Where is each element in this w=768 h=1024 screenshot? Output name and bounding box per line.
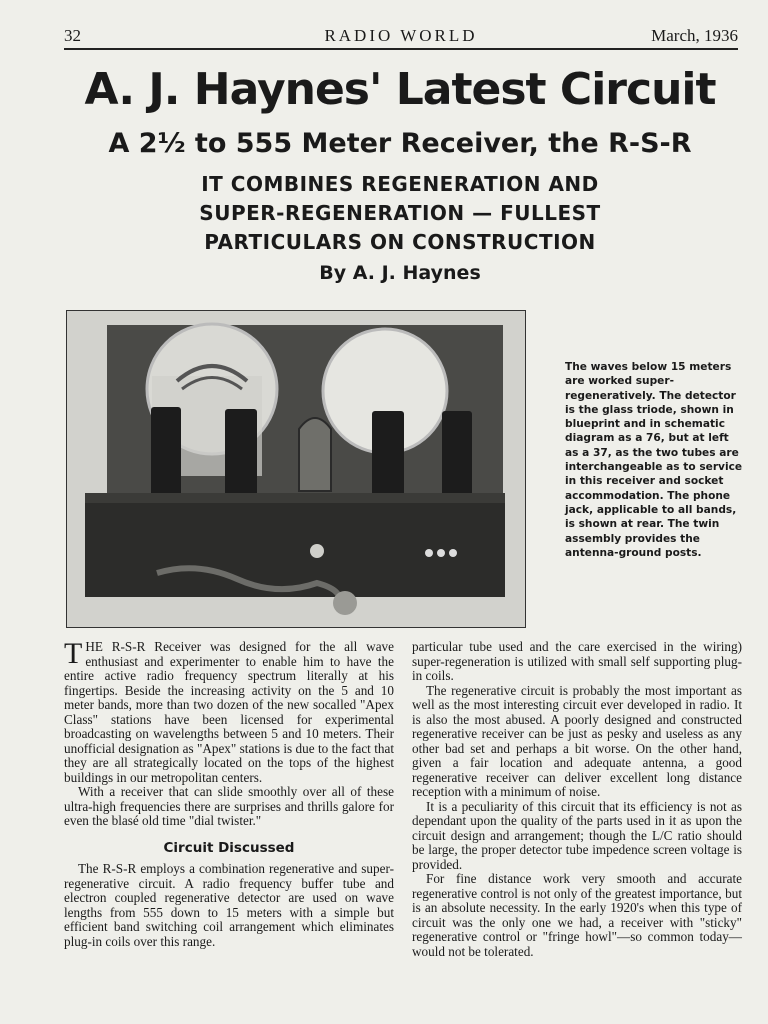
article-subtitle: A 2½ to 555 Meter Receiver, the R-S-R <box>108 128 692 159</box>
phone-jack <box>310 544 324 558</box>
article-title: A. J. Haynes' Latest Circuit <box>84 64 716 115</box>
tube-3 <box>372 411 404 499</box>
paragraph: It is a peculiarity of this circuit that its efficiency is not as dependant upon the quality of the parts used in it as upon the circuit design and arrangement; though the L/C ratio should be large, the proper detector tube impedence screen voltage is provided. <box>412 798 742 872</box>
paragraph: With a receiver that can slide smoothly over all of these ultra-high frequencies there are surprises and thrills galore for even the blasé old time "dial twister." <box>64 784 394 828</box>
tube-1 <box>151 407 181 497</box>
paragraph <box>64 637 394 785</box>
tube-2 <box>225 409 257 499</box>
section-heading: Circuit Discussed <box>163 839 295 856</box>
paragraph: The R-S-R employs a combination regenerative and super-regenerative circuit. A radio frequency buffer tube and electron coupled regenerative detector are used on wave lengths from 555 down to 15 meters with a simple but efficient band switching coil arrangement which eliminates plug-in coils over this range. <box>64 861 394 949</box>
magazine-name: RADIO WORLD <box>324 26 478 45</box>
article-deck <box>140 170 660 257</box>
byline: By A. J. Haynes <box>319 262 481 284</box>
chassis <box>85 493 505 597</box>
receiver-illustration <box>67 311 525 627</box>
glass-triode <box>299 418 331 491</box>
paragraph: The regenerative circuit is probably the most important as well as the most interesting circuit ever developed in radio. It is also the most abused. A poorly designed and constructed regenerative receiver can be just as pesky and useless as any other bad set and perhaps a bit worse. On the other hand, given a fair location and adequate antenna, a good regenerative receiver can deliver excellent long distance reception with a minimum of noise. <box>412 682 742 799</box>
column-left <box>64 637 394 949</box>
paragraph-text: HE R-S-R Receiver was designed for the all wave enthusiast and experimenter to enable him to have the entire active radio frequency spectrum literally at his fingertips. Beside the increasing activity on the 5 and 10 meter bands, more than two dozen of the new socalled "Apex Class" stations have been licensed for experimental broadcasting on wavelengths between 5 and 10 meters. Their unofficial designation as "Apex" stations is due to the fact that they are all strategically located on the tops of the highest buildings in our metropolitan centers. <box>64 639 394 785</box>
deck-line: SUPER-REGENERATION — FULLEST <box>199 201 601 225</box>
issue-date: March, 1936 <box>651 26 738 45</box>
paragraph: particular tube used and the care exercised in the wiring) super-regeneration is utilized with small self supporting plug-in coils. <box>412 639 742 683</box>
photo-caption: The waves below 15 meters are worked super-regeneratively. The detector is the glass triode, shown in blueprint and in schematic diagram as a 76, but at left as a 37, as the two tubes are interchangeable as to service in this receiver and socket accommodation. The phone jack, applicable to all bands, is shown at rear. The twin assembly provides the antenna-ground posts. <box>565 361 743 559</box>
deck-line: IT COMBINES REGENERATION AND <box>201 172 599 196</box>
page-number: 32 <box>64 26 81 45</box>
page-header <box>64 26 738 50</box>
paragraph: For fine distance work very smooth and accurate regenerative control is not only of the greatest importance, but is an absolute necessity. In the early 1920's when this type of circuit was the only one we had, a receiver with "sticky" regenerative control or "fringe howl"—so common today—would not be tolerated. <box>412 871 742 959</box>
deck-line: PARTICULARS ON CONSTRUCTION <box>204 230 596 254</box>
column-right <box>412 640 742 959</box>
drop-cap: T <box>64 637 83 670</box>
receiver-photo <box>66 310 526 628</box>
tube-4 <box>442 411 472 499</box>
